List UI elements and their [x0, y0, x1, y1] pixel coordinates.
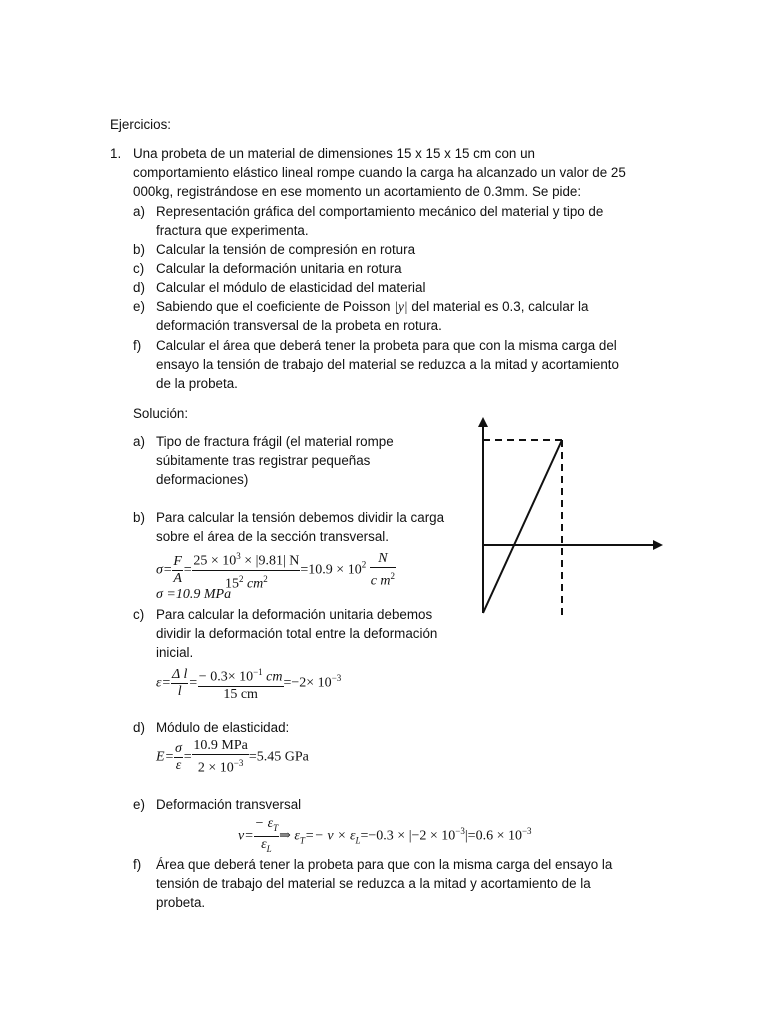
- sol-f-line-3: probeta.: [156, 895, 206, 910]
- equation-stress-result: σ =10.9 MPa: [156, 587, 232, 602]
- equation-poisson: v= $\frac{- \varepsilon_T}{\varepsilon_L}$ ⇒ $\varepsilon_T=- v \times \varepsilon_L=-0.3 \times |-2 \times 10^{-3}|=0.6 \times 10^{-3}$: [238, 816, 532, 854]
- item-b-line-1: Calcular la tensión de compresión en rotura: [156, 242, 416, 257]
- sol-a-mark: a): [133, 434, 145, 449]
- sol-f-line-2: tensión de trabajo del material se reduzca a la mitad y acortamiento de la: [156, 876, 591, 891]
- item-c-line-1: Calcular la deformación unitaria en rotura: [156, 261, 402, 276]
- item-f-line-1: Calcular el área que deberá tener la probeta para que con la misma carga del: [156, 338, 617, 353]
- sol-f-line-1: Área que deberá tener la probeta para que con la misma carga del ensayo la: [156, 857, 613, 872]
- item-e-mark: e): [133, 299, 145, 314]
- sol-c-mark: c): [133, 607, 145, 622]
- item-d-mark: d): [133, 280, 145, 295]
- sol-e-line-1: Deformación transversal: [156, 797, 302, 812]
- problem-line-1: Una probeta de un material de dimensiones 15 x 15 x 15 cm con un: [133, 146, 535, 161]
- item-a-mark: a): [133, 204, 145, 219]
- problem-line-3: 000kg, registrándose en ese momento un acortamiento de 0.3mm. Se pide:: [133, 184, 582, 199]
- sol-f-mark: f): [133, 857, 142, 872]
- sol-d-mark: d): [133, 720, 145, 735]
- sol-c-line-1: Para calcular la deformación unitaria debemos: [156, 607, 433, 622]
- item-e-line-1-tail: del material es 0.3, calcular la: [411, 299, 589, 314]
- y-axis-arrow-icon: [478, 417, 488, 427]
- item-e-line-2: deformación transversal de la probeta en rotura.: [156, 318, 442, 333]
- item-f-line-2: ensayo la tensión de trabajo del material se reduzca a la mitad y acortamiento: [156, 357, 619, 372]
- sol-b-mark: b): [133, 510, 145, 525]
- item-a-line-2: fractura que experimenta.: [156, 223, 309, 238]
- item-d-line-1: Calcular el módulo de elasticidad del material: [156, 280, 426, 295]
- sol-b-line-2: sobre el área de la sección transversal.: [156, 529, 389, 544]
- poisson-symbol: |y|: [394, 299, 408, 314]
- equation-strain: ε= $\frac{\text{Δ l}}{l}$ = $\frac{- 0.3\times 10^{-1} cm}{15 cm}$ $=-2\times 10^{-3}$: [156, 664, 341, 703]
- item-f-line-3: de la probeta.: [156, 376, 238, 391]
- item-a-line-1: Representación gráfica del comportamiento mecánico del material y tipo de: [156, 204, 604, 219]
- item-e-line-1: [156, 297, 588, 316]
- item-f-mark: f): [133, 338, 142, 353]
- problem-number: 1.: [110, 146, 122, 161]
- solution-title: Solución:: [133, 406, 189, 421]
- sol-b-line-1: Para calcular la tensión debemos dividir la carga: [156, 510, 445, 525]
- elastic-line: [483, 440, 562, 613]
- problem-line-2: comportamiento elástico lineal rompe cuando la carga ha alcanzado un valor de 25: [133, 165, 626, 180]
- item-b-mark: b): [133, 242, 145, 257]
- item-e-line-1-start: Sabiendo que el coeficiente de Poisson: [156, 299, 391, 314]
- sol-d-line-1: Módulo de elasticidad:: [156, 720, 290, 735]
- sol-a-line-1: Tipo de fractura frágil (el material rompe: [156, 434, 394, 449]
- sol-a-line-2: súbitamente tras registrar pequeñas: [156, 453, 371, 468]
- stress-strain-graph: [470, 415, 670, 625]
- sol-c-line-2: dividir la deformación total entre la deformación: [156, 626, 438, 641]
- equation-stress: σ= $\frac{F}{A}$ = $\frac{25 \times 10^3 \times |9.81| N}{15^2 cm^2}$ $=10.9 \times 10^2$ $\frac{N}{c m^2}$: [156, 548, 396, 592]
- sol-c-line-3: inicial.: [156, 645, 194, 660]
- item-c-mark: c): [133, 261, 145, 276]
- heading: Ejercicios:: [110, 117, 172, 132]
- x-axis-arrow-icon: [653, 540, 663, 550]
- equation-modulus: E= $\frac{\sigma}{\varepsilon}$ = $\frac{\text{10.9 MPa}}{2 \times 10^{-3}}$ =5.45 GPa: [156, 738, 309, 776]
- sol-e-mark: e): [133, 797, 145, 812]
- sol-a-line-3: deformaciones): [156, 472, 249, 487]
